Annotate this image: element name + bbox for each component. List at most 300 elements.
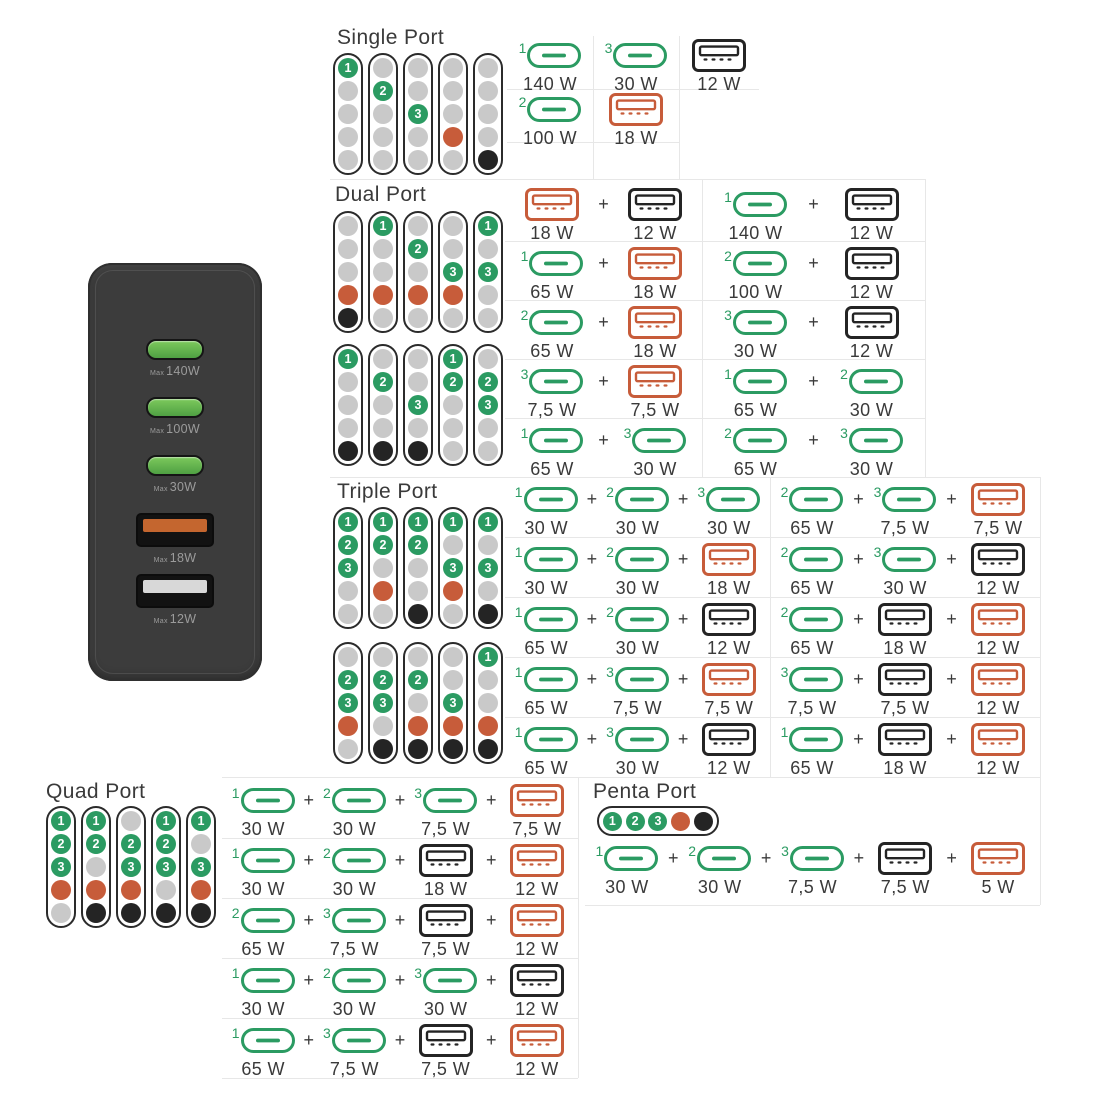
plus-sign: + — [485, 790, 497, 810]
connector-usb-c-port1 — [704, 187, 807, 244]
port-dot-orange — [191, 880, 211, 900]
usb-c-icon — [849, 369, 903, 394]
watt-label: 65 W — [524, 758, 568, 778]
port-dot-off — [443, 670, 463, 690]
device-usb-c-port — [146, 397, 204, 418]
connector-usb-c-port3 — [690, 482, 768, 539]
port-dot-off — [373, 395, 393, 415]
port-dot-off — [478, 670, 498, 690]
connector-icon-row — [414, 963, 477, 997]
port-combination-pill — [46, 806, 76, 928]
port-number-label: 3 — [322, 905, 331, 921]
port-dot-usbc-2: 2 — [408, 670, 428, 690]
watt-label: 7,5 W — [421, 1059, 471, 1079]
combo-row — [222, 1018, 578, 1078]
port-dot-usbc-3: 3 — [408, 395, 428, 415]
connector-icon-row — [697, 482, 760, 516]
max-label: Max — [153, 557, 168, 564]
connector-icon-row — [971, 602, 1025, 636]
device-usb-c-port — [146, 339, 204, 360]
port-dot-black — [478, 604, 498, 624]
port-dot-off — [478, 693, 498, 713]
port-dot-orange — [478, 716, 498, 736]
port-dot-usbc-1: 1 — [443, 349, 463, 369]
connector-icon-row — [628, 364, 682, 398]
connector-icon-row — [874, 482, 937, 516]
port-dot-usbc-3: 3 — [373, 693, 393, 713]
port-combination-pill — [333, 507, 363, 629]
connector-usb-c-port1 — [587, 841, 667, 898]
connector-icon-row — [596, 841, 659, 875]
section-title-penta: Penta Port — [593, 780, 697, 803]
port-dot-off — [443, 395, 463, 415]
device-usb-c-port — [146, 455, 204, 476]
watt-label: 30 W — [697, 877, 742, 897]
connector-icon-row — [878, 602, 932, 636]
plus-sign: + — [586, 549, 598, 569]
port-dot-orange — [338, 716, 358, 736]
port-dot-usbc-2: 2 — [373, 535, 393, 555]
device-port-label — [154, 612, 197, 626]
connector-usb-c-port2 — [772, 482, 852, 539]
port-dot-off — [338, 216, 358, 236]
port-number-label: 1 — [231, 785, 240, 801]
connector-icon-row — [702, 542, 756, 576]
port-dot-off — [373, 262, 393, 282]
combo-row — [505, 537, 770, 597]
usb-a-icon — [878, 663, 932, 696]
port-number-label: 1 — [514, 664, 523, 680]
max-label: Max — [150, 428, 165, 435]
watt-label: 18 W — [614, 128, 658, 148]
port-dot-off — [443, 441, 463, 461]
connector-icon-row — [414, 783, 477, 817]
port-dot-off — [373, 104, 393, 124]
usb-c-icon — [241, 1028, 295, 1053]
port-dot-off — [478, 58, 498, 78]
plus-sign: + — [853, 549, 864, 569]
port-dot-off — [408, 647, 428, 667]
connector-usb-a-orange — [498, 783, 576, 840]
device-port-watt: 30W — [169, 480, 197, 494]
port-dot-usbc-2: 2 — [338, 670, 358, 690]
connector-usb-c-port2 — [598, 602, 676, 659]
port-dot-usbc-2: 2 — [156, 834, 176, 854]
device-port-usb-c — [146, 339, 204, 378]
port-combination-pill — [333, 642, 363, 764]
watt-label: 12 W — [515, 879, 559, 899]
usb-a-icon — [971, 723, 1025, 756]
watt-label: 7,5 W — [973, 518, 1023, 538]
section-title-dual: Dual Port — [335, 183, 427, 206]
port-dot-orange — [443, 285, 463, 305]
connector-usb-c-port2 — [598, 542, 676, 599]
plus-sign: + — [677, 729, 689, 749]
port-dot-usbc-3: 3 — [156, 857, 176, 877]
usb-c-icon — [332, 788, 386, 813]
connector-usb-c-port2 — [315, 963, 393, 1020]
device-port-usb-a-white — [136, 574, 214, 626]
usb-a-icon — [845, 306, 899, 339]
port-number-label: 2 — [606, 544, 614, 560]
plus-sign: + — [853, 848, 865, 868]
plus-sign: + — [853, 729, 864, 749]
connector-usb-c-port3 — [610, 423, 700, 480]
connector-icon-row — [971, 722, 1025, 756]
connector-icon-row — [781, 482, 844, 516]
port-number-label: 2 — [518, 94, 527, 110]
port-dot-off — [478, 81, 498, 101]
port-combination-pill — [403, 211, 433, 333]
connector-icon-row — [702, 662, 756, 696]
usb-a-icon — [628, 247, 682, 280]
device-port-usb-c — [146, 397, 204, 436]
watt-label: 30 W — [524, 578, 568, 598]
connector-icon-row — [971, 662, 1025, 696]
usb-a-icon — [419, 844, 473, 877]
watt-label: 100 W — [522, 128, 577, 148]
connector-icon-row — [878, 722, 932, 756]
usb-c-icon — [241, 968, 295, 993]
usb-c-icon — [789, 607, 843, 632]
connector-usb-c-port2 — [507, 305, 597, 362]
connector-icon-row — [519, 92, 582, 126]
port-combination-pill — [473, 211, 503, 333]
connector-icon-row — [510, 903, 564, 937]
port-number-label: 2 — [780, 604, 789, 620]
usb-c-icon — [529, 369, 583, 394]
watt-label: 30 W — [615, 578, 660, 598]
connector-icon-row — [845, 187, 899, 221]
usb-c-icon — [733, 369, 787, 394]
watt-label: 18 W — [633, 341, 677, 361]
port-dot-orange — [86, 880, 106, 900]
port-number-label: 1 — [595, 843, 604, 859]
combo-row — [770, 657, 1040, 717]
usb-c-icon — [332, 908, 386, 933]
usb-c-icon — [615, 667, 669, 692]
plus-sign: + — [853, 609, 864, 629]
port-number-label: 3 — [873, 544, 882, 560]
port-dot-off — [478, 104, 498, 124]
usb-c-icon — [882, 547, 936, 572]
plus-sign: + — [677, 609, 689, 629]
connector-usb-a-orange — [690, 542, 768, 599]
port-number-label: 1 — [514, 724, 523, 740]
connector-usb-c-port3 — [605, 38, 668, 95]
port-dot-off — [51, 903, 71, 923]
combo-row — [505, 418, 702, 477]
port-combination-pill — [438, 642, 468, 764]
watt-label: 30 W — [605, 877, 649, 897]
usb-a-icon — [878, 842, 932, 875]
port-dot-black — [86, 903, 106, 923]
plus-sign: + — [677, 549, 689, 569]
connector-usb-c-port2 — [772, 602, 852, 659]
port-dot-off — [408, 693, 428, 713]
connector-usb-c-port1 — [224, 843, 302, 900]
port-combination-pill — [403, 344, 433, 466]
single-combo-cell — [507, 92, 593, 149]
port-dot-usbc-3: 3 — [478, 262, 498, 282]
port-dot-usbc-3: 3 — [408, 104, 428, 124]
combo-row — [702, 300, 925, 359]
watt-label: 30 W — [423, 999, 468, 1019]
usb-a-icon — [702, 723, 756, 756]
port-dot-usbc-2: 2 — [408, 535, 428, 555]
connector-icon-row — [521, 423, 584, 457]
connector-icon-row — [521, 305, 584, 339]
connector-usb-c-port1 — [224, 963, 302, 1020]
port-dot-usbc-3: 3 — [338, 558, 358, 578]
usb-a-icon — [845, 188, 899, 221]
port-combination-pill — [333, 211, 363, 333]
port-number-label: 2 — [606, 604, 614, 620]
watt-label: 18 W — [707, 578, 751, 598]
plus-sign: + — [598, 371, 609, 391]
usb-c-icon — [332, 968, 386, 993]
connector-usb-c-port1 — [704, 364, 807, 421]
usb-a-icon — [510, 1024, 564, 1057]
watt-label: 30 W — [332, 819, 377, 839]
usb-c-icon — [524, 547, 578, 572]
connector-usb-a-black — [407, 903, 485, 960]
watt-label: 30 W — [524, 518, 568, 538]
connector-icon-row — [628, 187, 682, 221]
connector-icon-row — [606, 602, 669, 636]
grid-line — [330, 179, 925, 180]
port-combination-pill — [473, 53, 503, 175]
port-dot-black — [373, 441, 393, 461]
connector-icon-row — [232, 1023, 295, 1057]
port-number-label: 1 — [520, 425, 529, 441]
combo-row — [222, 898, 578, 958]
port-dot-black — [408, 604, 428, 624]
watt-label: 12 W — [849, 282, 894, 302]
port-number-label: 3 — [520, 366, 529, 382]
watt-label: 12 W — [976, 638, 1020, 658]
connector-usb-c-port2 — [224, 903, 302, 960]
port-dot-orange — [408, 716, 428, 736]
connector-usb-a-black — [498, 963, 576, 1020]
port-dot-orange — [443, 581, 463, 601]
watt-label: 18 W — [633, 282, 677, 302]
port-number-label: 3 — [623, 425, 632, 441]
device-port-label — [150, 422, 200, 436]
grid-line — [1040, 777, 1041, 905]
port-combination-pill — [116, 806, 146, 928]
watt-label: 7,5 W — [329, 939, 379, 959]
connector-usb-c-port2 — [704, 246, 807, 303]
watt-label: 30 W — [241, 819, 285, 839]
watt-label: 30 W — [615, 638, 660, 658]
port-dot-off — [408, 418, 428, 438]
port-dot-off — [338, 239, 358, 259]
port-dot-off — [338, 262, 358, 282]
usb-c-icon — [529, 310, 583, 335]
port-dot-usbc-3: 3 — [51, 857, 71, 877]
connector-icon-row — [515, 482, 578, 516]
watt-label: 65 W — [733, 400, 778, 420]
connector-icon-row — [606, 482, 669, 516]
port-dot-usbc-1: 1 — [603, 812, 622, 831]
plus-sign: + — [586, 489, 598, 509]
usb-a-icon — [702, 663, 756, 696]
connector-usb-c-port3 — [407, 783, 485, 840]
plus-sign: + — [485, 910, 497, 930]
combo-row — [505, 300, 702, 359]
combo-row — [505, 657, 770, 717]
port-combination-pill — [368, 507, 398, 629]
connector-usb-c-port3 — [507, 364, 597, 421]
usb-c-icon — [423, 968, 477, 993]
port-dot-usbc-1: 1 — [156, 811, 176, 831]
connector-usb-a-black — [820, 187, 923, 244]
combo-row — [770, 477, 1040, 537]
combo-row — [770, 537, 1040, 597]
usb-c-icon — [332, 848, 386, 873]
connector-usb-c-port3 — [598, 662, 676, 719]
watt-label: 65 W — [241, 939, 285, 959]
port-number-label: 2 — [520, 307, 529, 323]
port-combination-pill — [473, 507, 503, 629]
connector-icon-row — [845, 246, 899, 280]
port-number-label: 2 — [688, 843, 697, 859]
port-number-label: 3 — [724, 307, 732, 323]
port-dot-off — [338, 104, 358, 124]
connector-usb-c-port1 — [507, 722, 585, 779]
port-number-label: 1 — [231, 965, 240, 981]
port-dot-off — [373, 150, 393, 170]
triple-combos-left — [505, 477, 770, 777]
usb-c-icon — [733, 310, 787, 335]
connector-usb-a-orange — [690, 662, 768, 719]
port-dot-usbc-3: 3 — [191, 857, 211, 877]
dual-combos-right — [702, 182, 925, 477]
port-dot-off — [373, 349, 393, 369]
connector-usb-a-black — [407, 1023, 485, 1080]
port-dot-usbc-3: 3 — [648, 812, 667, 831]
usb-c-icon — [733, 192, 787, 217]
usb-c-icon — [789, 547, 843, 572]
port-dot-usbc-2: 2 — [86, 834, 106, 854]
connector-icon-row — [971, 542, 1025, 576]
triple-port-selectors-2 — [333, 642, 503, 764]
port-dot-off — [443, 239, 463, 259]
usb-a-icon — [510, 844, 564, 877]
connector-usb-a-black — [820, 246, 923, 303]
plus-sign: + — [808, 194, 819, 214]
port-dot-off — [373, 58, 393, 78]
connector-usb-c-port1 — [519, 38, 582, 95]
port-dot-usbc-3: 3 — [478, 558, 498, 578]
watt-label: 12 W — [515, 1059, 559, 1079]
usb-c-icon — [529, 251, 583, 276]
port-dot-off — [443, 58, 463, 78]
watt-label: 65 W — [530, 459, 574, 479]
port-dot-usbc-1: 1 — [51, 811, 71, 831]
port-dot-off — [443, 308, 463, 328]
connector-icon-row — [323, 1023, 386, 1057]
usb-c-icon — [706, 487, 760, 512]
plus-sign: + — [394, 970, 406, 990]
port-dot-off — [408, 58, 428, 78]
watt-label: 30 W — [707, 518, 751, 538]
connector-usb-a-black — [865, 841, 945, 898]
watt-label: 65 W — [790, 638, 834, 658]
watt-label: 12 W — [515, 939, 559, 959]
connector-usb-c-port3 — [315, 903, 393, 960]
connector-icon-row — [781, 602, 844, 636]
usb-a-icon — [845, 247, 899, 280]
plus-sign: + — [485, 1030, 497, 1050]
watt-label: 12 W — [697, 74, 741, 94]
watt-label: 140 W — [728, 223, 783, 243]
usb-c-icon — [789, 727, 843, 752]
connector-icon-row — [521, 364, 584, 398]
port-number-label: 2 — [606, 484, 614, 500]
plus-sign: + — [946, 609, 957, 629]
port-dot-off — [408, 127, 428, 147]
port-combination-pill — [333, 53, 363, 175]
port-combination-pill — [368, 344, 398, 466]
port-dot-off — [478, 349, 498, 369]
port-dot-usbc-1: 1 — [373, 216, 393, 236]
port-dot-off — [478, 581, 498, 601]
device-port-label — [154, 480, 197, 494]
port-dot-black — [156, 903, 176, 923]
plus-sign: + — [946, 489, 957, 509]
port-dot-black — [478, 739, 498, 759]
connector-icon-row — [606, 662, 669, 696]
plus-sign: + — [303, 850, 314, 870]
plus-sign: + — [598, 253, 609, 273]
watt-label: 30 W — [241, 999, 285, 1019]
combo-row — [505, 717, 770, 777]
connector-icon-row — [419, 843, 473, 877]
usb-c-icon — [524, 607, 578, 632]
connector-usb-c-port3 — [598, 722, 676, 779]
port-dot-black — [408, 739, 428, 759]
plus-sign: + — [808, 312, 819, 332]
charger-port-stack — [88, 339, 262, 635]
connector-usb-a-orange — [507, 187, 597, 244]
port-number-label: 1 — [231, 1025, 240, 1041]
port-dot-usbc-2: 2 — [373, 670, 393, 690]
port-dot-usbc-3: 3 — [443, 558, 463, 578]
connector-usb-c-port3 — [820, 423, 923, 480]
device-usb-a-port — [136, 574, 214, 608]
connector-usb-a-orange — [610, 305, 700, 362]
connector-usb-c-port1 — [507, 246, 597, 303]
port-number-label: 1 — [514, 604, 523, 620]
port-dot-black — [443, 739, 463, 759]
usb-c-icon — [882, 487, 936, 512]
port-dot-usbc-2: 2 — [373, 81, 393, 101]
connector-icon-row — [323, 783, 386, 817]
port-dot-usbc-1: 1 — [191, 811, 211, 831]
port-combination-pill — [403, 53, 433, 175]
port-number-label: 3 — [840, 425, 848, 441]
connector-icon-row — [232, 963, 295, 997]
connector-usb-c-port2 — [680, 841, 760, 898]
connector-usb-c-port2 — [519, 92, 582, 149]
watt-label: 30 W — [332, 999, 377, 1019]
port-combination-pill — [403, 642, 433, 764]
usb-c-icon — [789, 487, 843, 512]
usb-c-icon — [527, 97, 581, 122]
port-number-label: 1 — [514, 484, 523, 500]
